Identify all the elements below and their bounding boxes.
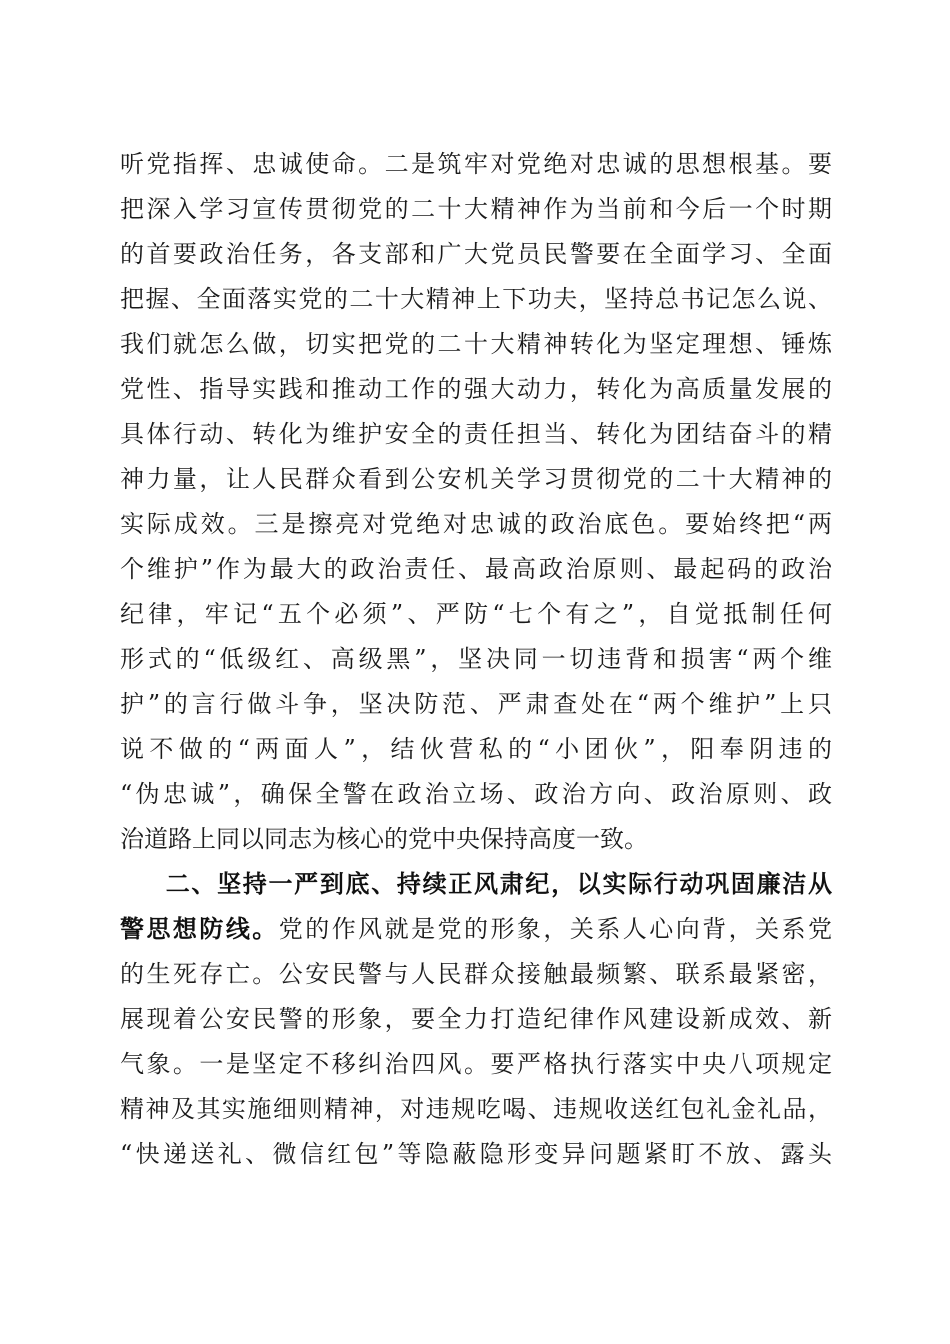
text-line: 实际成效。三是擦亮对党绝对忠诚的政治底色。要始终把“两 — [120, 510, 832, 538]
text-line: 把深入学习宣传贯彻党的二十大精神作为当前和今后一个时期 — [120, 195, 832, 223]
text-line: “伪忠诚”，确保全警在政治立场、政治方向、政治原则、政 — [120, 780, 832, 808]
text-line: 我们就怎么做，切实把党的二十大精神转化为坚定理想、锤炼 — [120, 330, 832, 358]
section-heading-continuation — [120, 907, 832, 952]
text-line: 展现着公安民警的形象，要全力打造纪律作风建设新成效、新 — [120, 1005, 832, 1033]
text-line: 形式的“低级红、高级黑”，坚决同一切违背和损害“两个维 — [120, 645, 832, 673]
text-line: 护”的言行做斗争，坚决防范、严肃查处在“两个维护”上只 — [120, 690, 832, 718]
text-line: 党性、指导实践和推动工作的强大动力，转化为高质量发展的 — [120, 375, 832, 403]
section-heading-line — [120, 862, 832, 907]
text-line: 的首要政治任务，各支部和广大党员民警要在全面学习、全面 — [120, 240, 832, 268]
section-heading-end: 警思想防线。 — [120, 915, 279, 943]
text-line: 纪律，牢记“五个必须”、严防“七个有之”，自觉抵制任何 — [120, 600, 832, 628]
text-line: 听党指挥、忠诚使命。二是筑牢对党绝对忠诚的思想根基。要 — [120, 150, 832, 178]
text-line: 治道路上同以同志为核心的党中央保持高度一致。 — [120, 825, 648, 853]
text-line: 具体行动、转化为维护安全的责任担当、转化为团结奋斗的精 — [120, 420, 832, 448]
text-line: 神力量，让人民群众看到公安机关学习贯彻党的二十大精神的 — [120, 465, 832, 493]
text-line: 气象。一是坚定不移纠治四风。要严格执行落实中央八项规定 — [120, 1050, 832, 1078]
text-line: 的生死存亡。公安民警与人民群众接触最频繁、联系最紧密， — [120, 960, 832, 988]
section-heading: 二、坚持一严到底、持续正风肃纪，以实际行动巩固廉洁从 — [164, 870, 832, 898]
text-line: “快递送礼、微信红包”等隐蔽隐形变异问题紧盯不放、露头 — [120, 1140, 832, 1168]
section-text: 党的作风就是党的形象，关系人心向背，关系党 — [278, 915, 833, 943]
text-line: 说不做的“两面人”，结伙营私的“小团伙”，阳奉阴违的 — [120, 735, 832, 763]
text-line: 把握、全面落实党的二十大精神上下功夫，坚持总书记怎么说、 — [120, 285, 832, 313]
document-body — [120, 142, 832, 1177]
text-line: 精神及其实施细则精神，对违规吃喝、违规收送红包礼金礼品， — [120, 1095, 832, 1123]
text-line: 个维护”作为最大的政治责任、最高政治原则、最起码的政治 — [120, 555, 832, 583]
